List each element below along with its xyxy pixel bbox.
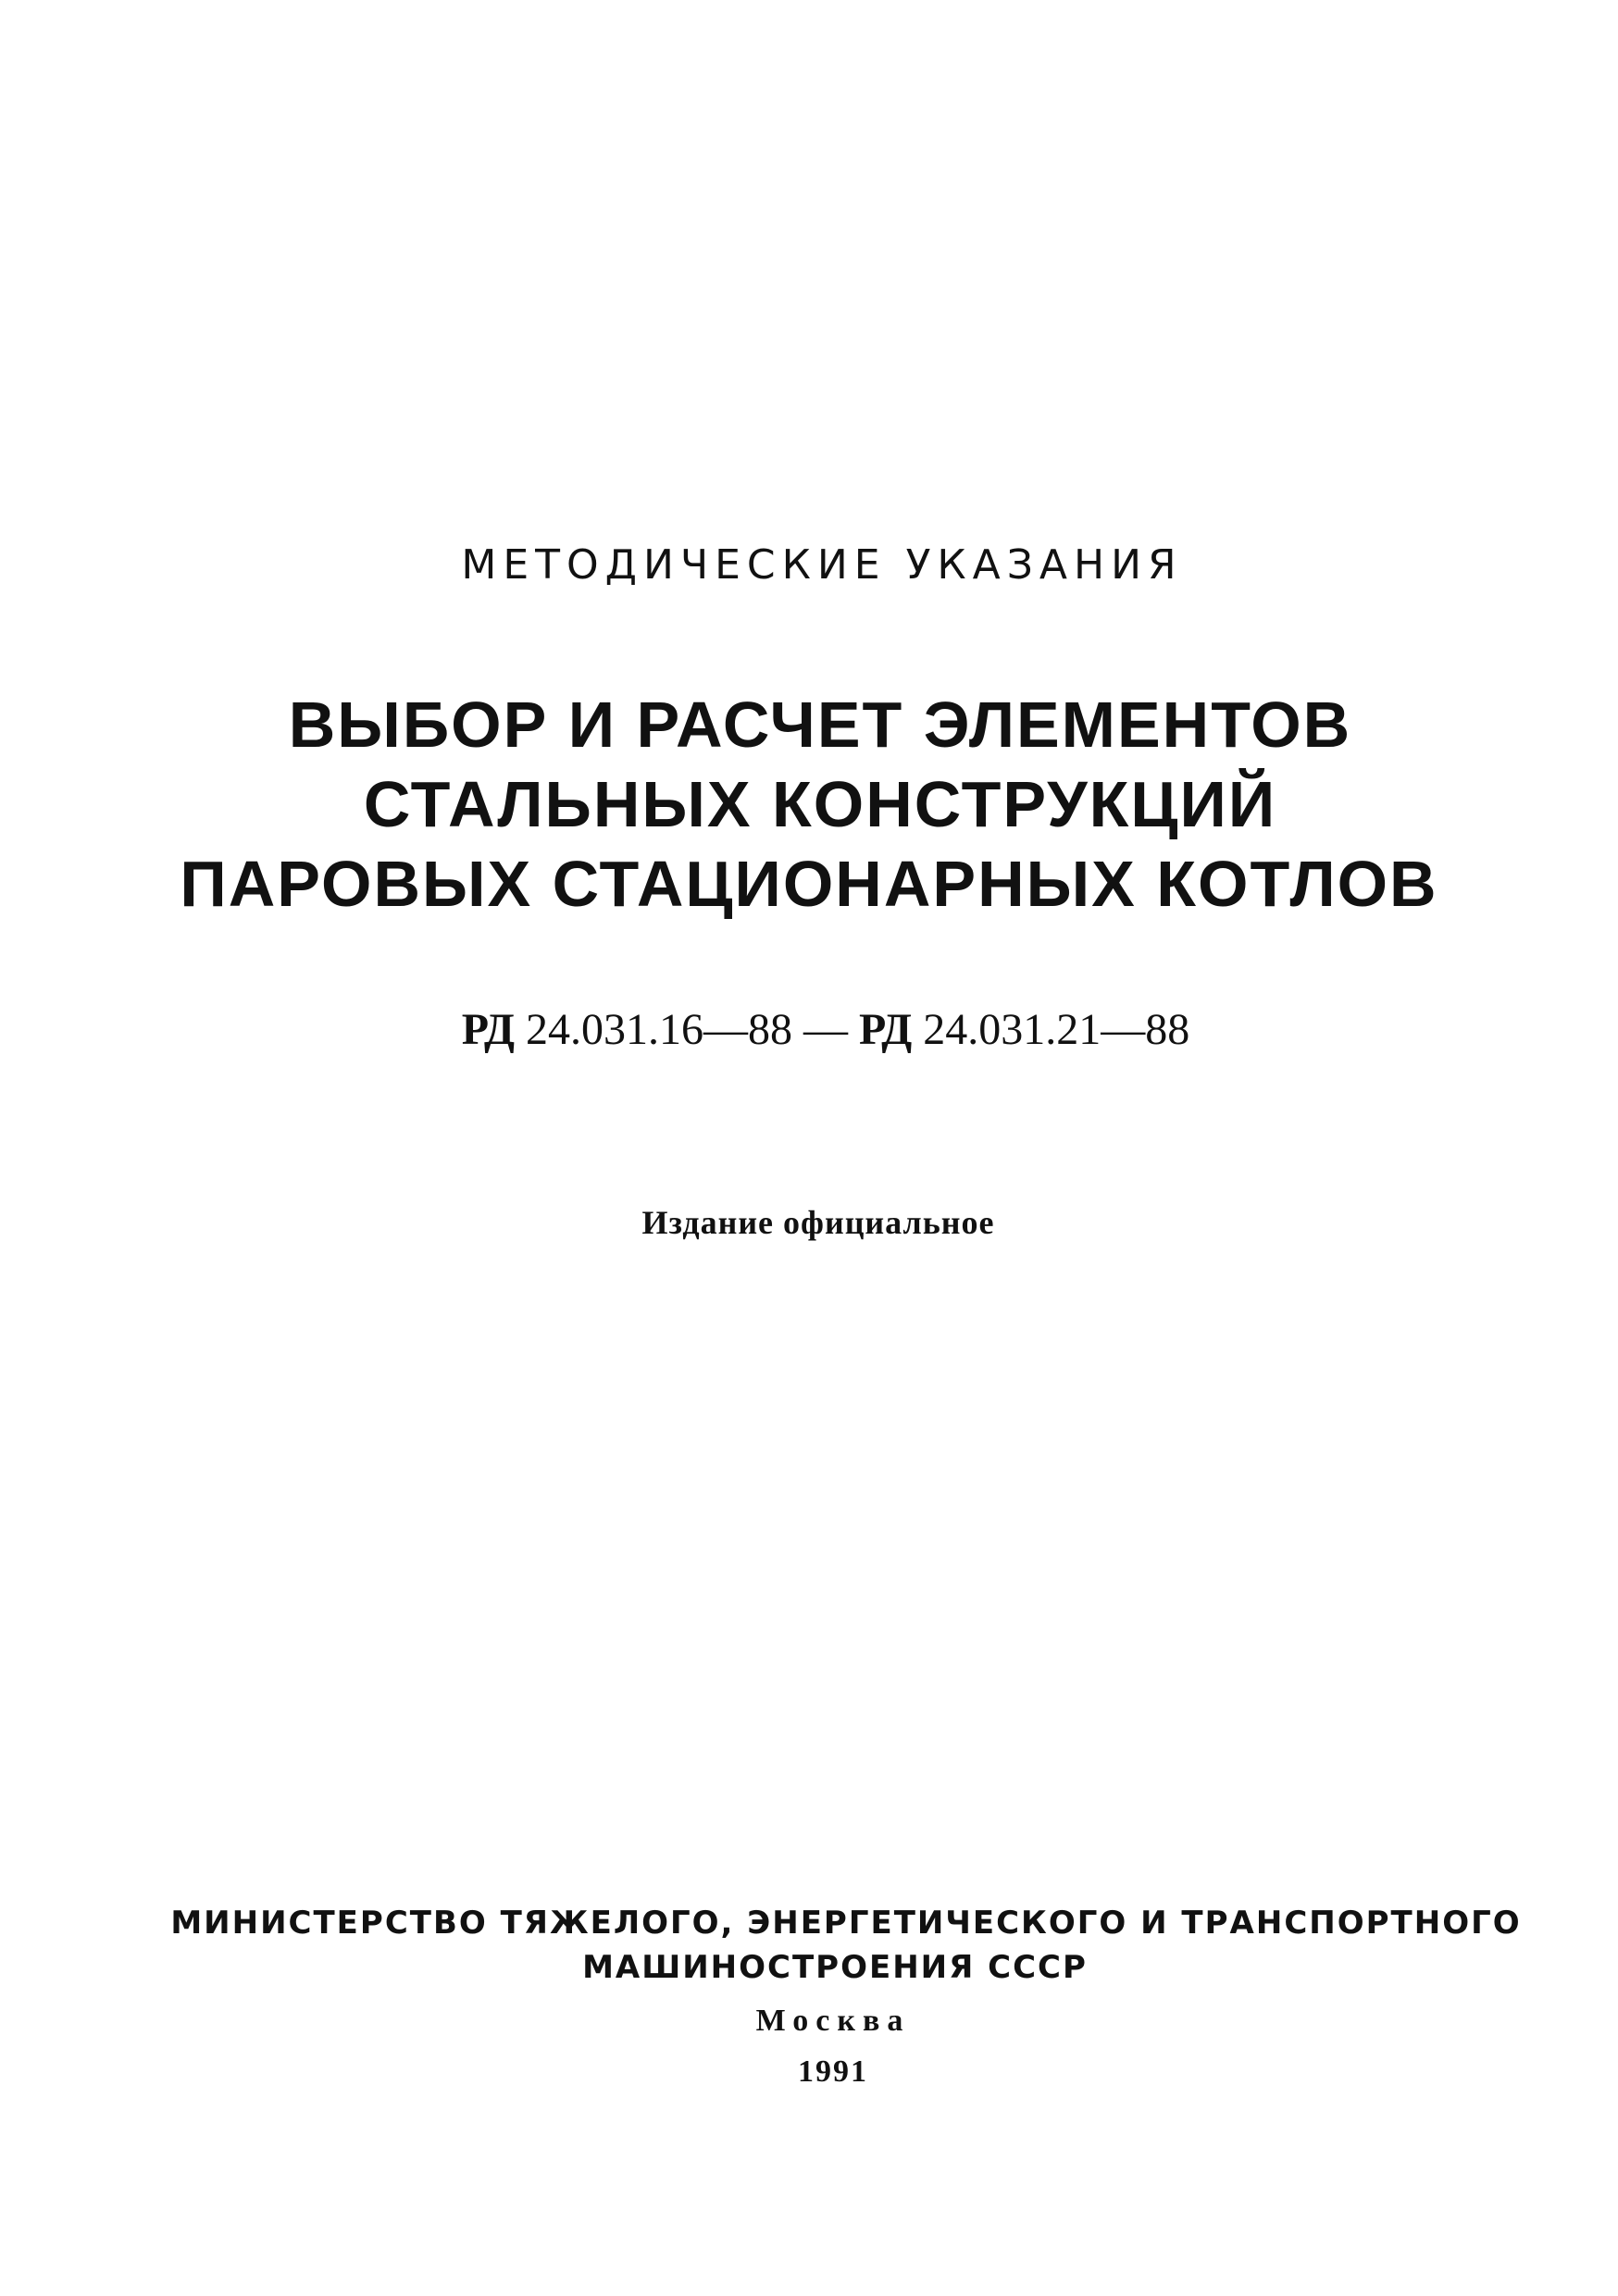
- designation-number-2: 24.031.21—88: [912, 1005, 1190, 1054]
- document-designation: [0, 1004, 1618, 1055]
- designation-prefix-2: РД: [859, 1005, 913, 1054]
- designation-prefix-1: РД: [461, 1005, 515, 1054]
- designation-number-1: 24.031.16—88 —: [515, 1005, 859, 1054]
- edition-note: Издание официальное: [641, 1204, 995, 1241]
- publisher-line-2: МАШИНОСТРОЕНИЯ СССР: [582, 1949, 1088, 1986]
- document-title-line-2: СТАЛЬНЫХ КОНСТРУКЦИЙ: [363, 768, 1277, 840]
- document-title-line-3: ПАРОВЫХ СТАЦИОНАРНЫХ КОТЛОВ: [180, 848, 1438, 920]
- publication-city: Москва: [755, 2004, 911, 2038]
- document-series: МЕТОДИЧЕСКИЕ УКАЗАНИЯ: [461, 541, 1183, 589]
- document-title-line-1: ВЫБОР И РАСЧЕТ ЭЛЕМЕНТОВ: [288, 689, 1352, 761]
- publication-year: 1991: [798, 2054, 868, 2089]
- publisher-line-1: МИНИСТЕРСТВО ТЯЖЕЛОГО, ЭНЕРГЕТИЧЕСКОГО И ТРАНСПОРТНОГО: [170, 1905, 1522, 1942]
